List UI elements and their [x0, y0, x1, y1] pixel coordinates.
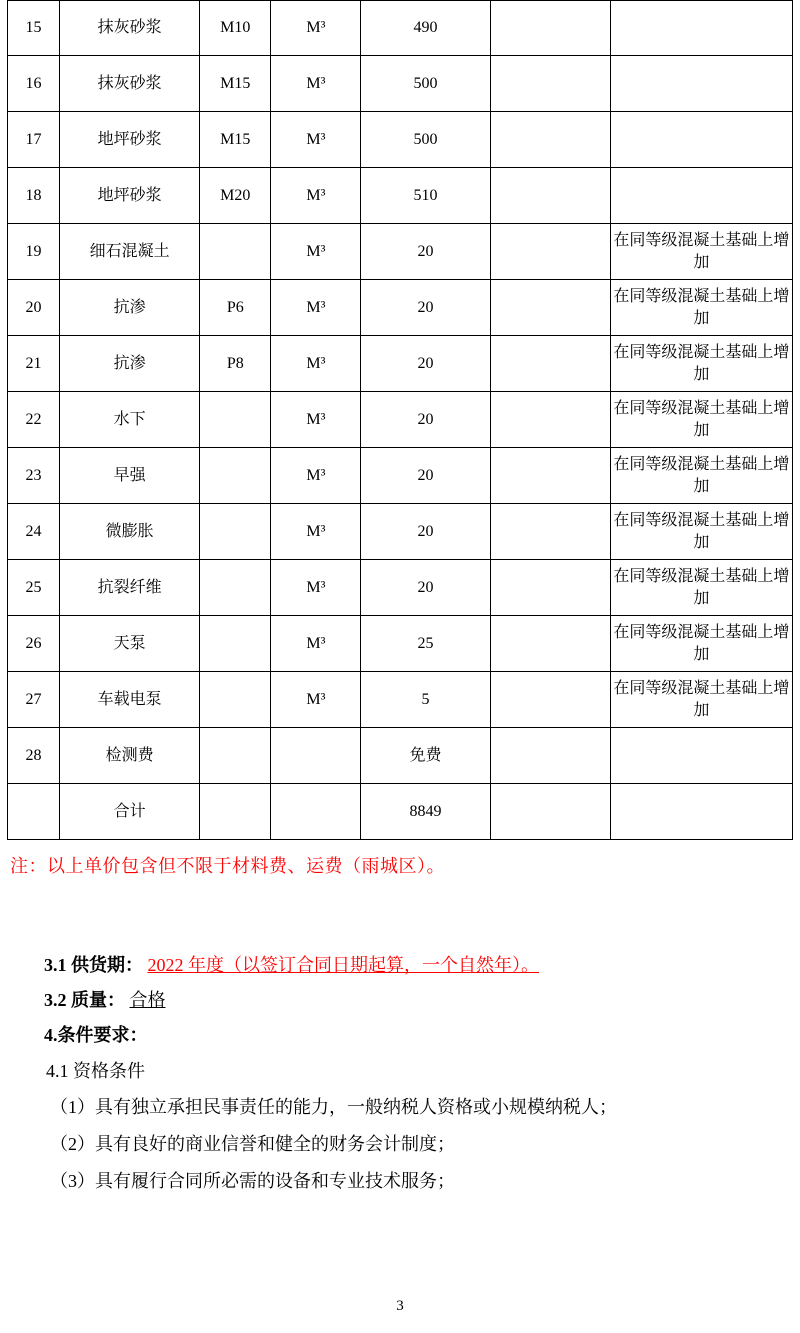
table-footnote: 注：以上单价包含但不限于材料费、运费（雨城区）。: [10, 856, 445, 876]
terms-section: [0, 948, 800, 1200]
row-price: 8849: [361, 784, 490, 840]
table-row: [8, 224, 793, 280]
row-note: 在同等级混凝土基础上增加: [610, 392, 792, 448]
row-unit: M³: [271, 112, 361, 168]
row-no: 28: [8, 728, 60, 784]
row-note: [610, 1, 792, 56]
row-note: 在同等级混凝土基础上增加: [610, 336, 792, 392]
row-blank: [490, 784, 610, 840]
row-price: 20: [361, 448, 490, 504]
list-item: （2）具有良好的商业信誉和健全的财务会计制度；: [50, 1134, 455, 1155]
quality-value: 合格: [129, 990, 166, 1011]
table-row: [8, 560, 793, 616]
row-unit: M³: [271, 224, 361, 280]
row-no: 20: [8, 280, 60, 336]
row-blank: [490, 392, 610, 448]
row-no: 19: [8, 224, 60, 280]
row-no: 15: [8, 1, 60, 56]
table-row-total: [8, 784, 793, 840]
table-row: [8, 280, 793, 336]
row-unit: M³: [271, 392, 361, 448]
row-grade: [200, 504, 271, 560]
row-blank: [490, 112, 610, 168]
row-grade: M10: [200, 1, 271, 56]
row-blank: [490, 224, 610, 280]
supply-period-label: 3.1 供货期：: [44, 955, 143, 975]
row-note: 在同等级混凝土基础上增加: [610, 560, 792, 616]
row-unit: M³: [271, 616, 361, 672]
row-grade: M15: [200, 112, 271, 168]
row-no: [8, 784, 60, 840]
table-row: [8, 56, 793, 112]
row-name: 细石混凝土: [60, 224, 200, 280]
row-blank: [490, 616, 610, 672]
row-price: 5: [361, 672, 490, 728]
row-blank: [490, 560, 610, 616]
row-note: [610, 112, 792, 168]
row-name: 地坪砂浆: [60, 168, 200, 224]
row-note: 在同等级混凝土基础上增加: [610, 672, 792, 728]
row-name: 检测费: [60, 728, 200, 784]
row-grade: [200, 672, 271, 728]
row-blank: [490, 504, 610, 560]
row-name: 微膨胀: [60, 504, 200, 560]
table-row: [8, 728, 793, 784]
page-number: 3: [396, 1298, 404, 1314]
row-name: 抗裂纤维: [60, 560, 200, 616]
qualification-title: 4.1 资格条件: [46, 1061, 145, 1082]
row-price: 免费: [361, 728, 490, 784]
row-grade: [200, 224, 271, 280]
row-unit: M³: [271, 336, 361, 392]
row-grade: [200, 616, 271, 672]
row-price: 20: [361, 224, 490, 280]
row-note: [610, 168, 792, 224]
row-unit: M³: [271, 280, 361, 336]
row-unit: M³: [271, 1, 361, 56]
row-price: 490: [361, 1, 490, 56]
row-name: 合计: [60, 784, 200, 840]
row-note: [610, 56, 792, 112]
row-price: 20: [361, 392, 490, 448]
table-row: [8, 168, 793, 224]
row-price: 20: [361, 336, 490, 392]
row-price: 500: [361, 112, 490, 168]
row-unit: M³: [271, 560, 361, 616]
row-name: 水下: [60, 392, 200, 448]
row-unit: [271, 784, 361, 840]
row-no: 26: [8, 616, 60, 672]
table-row: [8, 448, 793, 504]
table-row: [8, 392, 793, 448]
row-note: 在同等级混凝土基础上增加: [610, 504, 792, 560]
row-name: 早强: [60, 448, 200, 504]
row-unit: M³: [271, 448, 361, 504]
list-item: （1）具有独立承担民事责任的能力，一般纳税人资格或小规模纳税人；: [50, 1097, 617, 1118]
row-note: 在同等级混凝土基础上增加: [610, 448, 792, 504]
row-price: 20: [361, 560, 490, 616]
row-no: 16: [8, 56, 60, 112]
row-unit: M³: [271, 168, 361, 224]
row-blank: [490, 280, 610, 336]
quality-label: 3.2 质量：: [44, 990, 125, 1011]
row-name: 抹灰砂浆: [60, 1, 200, 56]
supply-period-line: [44, 948, 800, 983]
row-name: 抗渗: [60, 336, 200, 392]
row-name: 抗渗: [60, 280, 200, 336]
row-price: 500: [361, 56, 490, 112]
requirements-title: 4.条件要求：: [44, 1025, 148, 1046]
row-blank: [490, 448, 610, 504]
table-row: [8, 616, 793, 672]
price-table-body: [8, 1, 793, 840]
row-no: 25: [8, 560, 60, 616]
row-unit: M³: [271, 56, 361, 112]
quality-line: [44, 983, 800, 1018]
row-grade: [200, 448, 271, 504]
row-blank: [490, 336, 610, 392]
row-name: 天泵: [60, 616, 200, 672]
table-row: [8, 504, 793, 560]
row-grade: [200, 728, 271, 784]
price-table: [7, 0, 793, 840]
row-unit: M³: [271, 504, 361, 560]
row-note: 在同等级混凝土基础上增加: [610, 224, 792, 280]
row-price: 25: [361, 616, 490, 672]
row-no: 27: [8, 672, 60, 728]
row-no: 17: [8, 112, 60, 168]
row-no: 23: [8, 448, 60, 504]
row-grade: M15: [200, 56, 271, 112]
row-blank: [490, 672, 610, 728]
row-note: [610, 728, 792, 784]
row-name: 抹灰砂浆: [60, 56, 200, 112]
list-item: （3）具有履行合同所必需的设备和专业技术服务；: [50, 1171, 455, 1192]
row-grade: [200, 392, 271, 448]
row-price: 510: [361, 168, 490, 224]
row-price: 20: [361, 504, 490, 560]
table-row: [8, 672, 793, 728]
row-grade: P6: [200, 280, 271, 336]
row-name: 车载电泵: [60, 672, 200, 728]
row-no: 21: [8, 336, 60, 392]
table-row: [8, 336, 793, 392]
row-grade: [200, 560, 271, 616]
row-note: [610, 784, 792, 840]
row-blank: [490, 728, 610, 784]
table-row: [8, 1, 793, 56]
row-grade: M20: [200, 168, 271, 224]
row-no: 22: [8, 392, 60, 448]
supply-period-value: 2022 年度（以签订合同日期起算，一个自然年）。: [147, 955, 539, 975]
row-grade: P8: [200, 336, 271, 392]
row-note: 在同等级混凝土基础上增加: [610, 616, 792, 672]
row-no: 18: [8, 168, 60, 224]
row-no: 24: [8, 504, 60, 560]
row-note: 在同等级混凝土基础上增加: [610, 280, 792, 336]
row-price: 20: [361, 280, 490, 336]
row-blank: [490, 168, 610, 224]
row-unit: [271, 728, 361, 784]
row-blank: [490, 56, 610, 112]
row-grade: [200, 784, 271, 840]
row-name: 地坪砂浆: [60, 112, 200, 168]
row-blank: [490, 1, 610, 56]
table-row: [8, 112, 793, 168]
row-unit: M³: [271, 672, 361, 728]
